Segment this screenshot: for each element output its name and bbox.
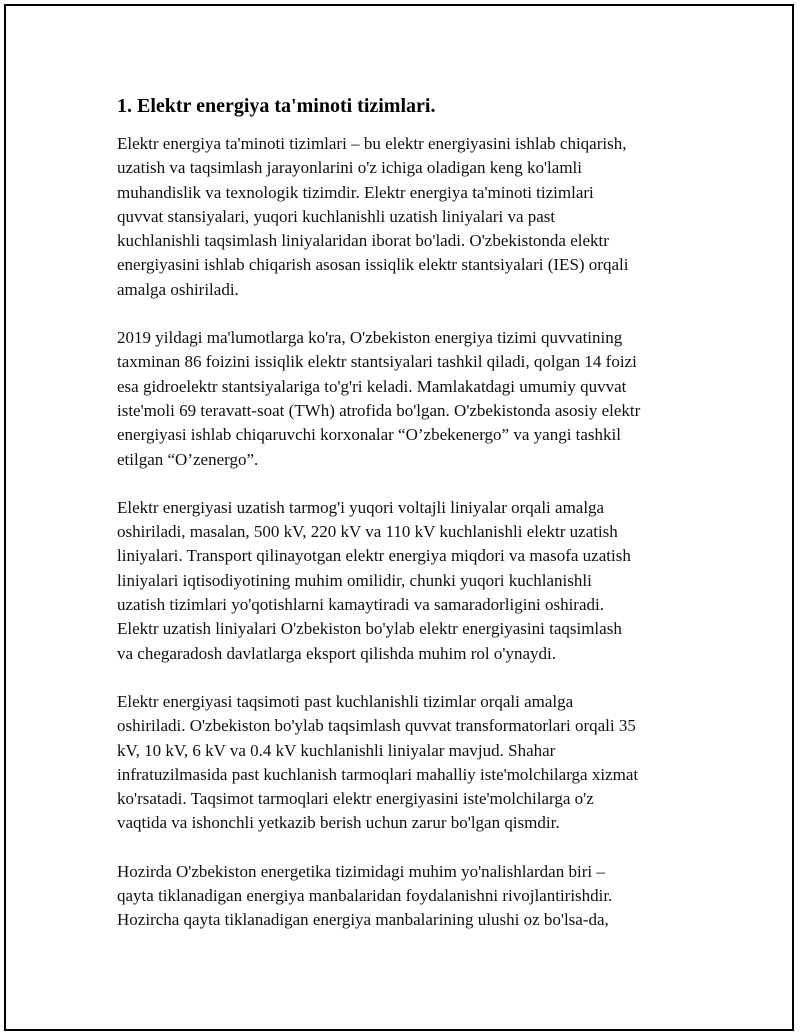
document-body xyxy=(117,92,697,957)
text-line: taxminan 86 foizini issiqlik elektr stantsiyalari tashkil qiladi, qolgan 14 foizi xyxy=(117,352,637,372)
text-line: va chegaradosh davlatlarga eksport qilishda muhim rol o'ynaydi. xyxy=(117,643,556,663)
text-line: etilgan “O’zenergo”. xyxy=(117,449,259,469)
text-line: Elektr energiyasi taqsimoti past kuchlanishli tizimlar orqali amalga xyxy=(117,691,574,711)
text-line: uzatish va taqsimlash jarayonlarini o'z ichiga oladigan keng ko'lamli xyxy=(117,158,582,178)
paragraph-4 xyxy=(117,690,697,836)
text-line: liniyalari iqtisodiyotining muhim omilidir, chunki yuqori kuchlanishli xyxy=(117,570,592,590)
text-line: Elektr uzatish liniyalari O'zbekiston bo'ylab elektr energiyasini taqsimlash xyxy=(117,619,622,639)
section-heading: 1. Elektr energiya ta'minoti tizimlari. xyxy=(117,95,436,117)
text-line: energiyasini ishlab chiqarish asosan issiqlik elektr stantsiyalari (IES) orqali xyxy=(117,255,629,275)
text-line: kuchlanishli taqsimlash liniyalaridan iborat bo'ladi. O'zbekistonda elektr xyxy=(117,231,609,251)
paragraph-2 xyxy=(117,326,697,472)
text-line: vaqtida va ishonchli yetkazib berish uchun zarur bo'lgan qismdir. xyxy=(117,813,560,833)
text-line: qayta tiklanadigan energiya manbalaridan foydalanishni rivojlantirishdir. xyxy=(117,886,613,906)
text-line: energiyasi ishlab chiqaruvchi korxonalar “O’zbekenergo” va yangi tashkil xyxy=(117,425,621,445)
text-line: esa gidroelektr stantsiyalariga to'g'ri keladi. Mamlakatdagi umumiy quvvat xyxy=(117,376,627,396)
paragraph-5 xyxy=(117,860,697,933)
paragraph-3 xyxy=(117,496,697,666)
text-line: muhandislik va texnologik tizimdir. Elektr energiya ta'minoti tizimlari xyxy=(117,182,594,202)
text-line: uzatish tizimlari yo'qotishlarni kamaytiradi va samaradorligini oshiradi. xyxy=(117,595,604,615)
text-line: quvvat stansiyalari, yuqori kuchlanishli uzatish liniyalari va past xyxy=(117,206,556,226)
paragraph-1 xyxy=(117,132,697,302)
text-line: iste'moli 69 teravatt-soat (TWh) atrofida bo'lgan. O'zbekistonda asosiy elektr xyxy=(117,400,641,420)
text-line: Elektr energiya ta'minoti tizimlari – bu elektr energiyasini ishlab chiqarish, xyxy=(117,134,627,153)
text-line: oshiriladi. O'zbekiston bo'ylab taqsimlash quvvat transformatorlari orqali 35 xyxy=(117,716,636,736)
text-line: amalga oshiriladi. xyxy=(117,279,239,299)
text-line: Hozirda O'zbekiston energetika tizimidagi muhim yo'nalishlardan biri – xyxy=(117,861,605,881)
text-line: oshiriladi, masalan, 500 kV, 220 kV va 110 kV kuchlanishli elektr uzatish xyxy=(117,522,618,542)
text-line: kV, 10 kV, 6 kV va 0.4 kV kuchlanishli liniyalar mavjud. Shahar xyxy=(117,740,556,760)
text-line: ko'rsatadi. Taqsimot tarmoqlari elektr energiyasini iste'molchilarga o'z xyxy=(117,789,594,809)
text-line: Elektr energiyasi uzatish tarmog'i yuqori voltajli liniyalar orqali amalga xyxy=(117,497,605,517)
text-line: liniyalari. Transport qilinayotgan elektr energiya miqdori va masofa uzatish xyxy=(117,546,631,566)
text-line: infratuzilmasida past kuchlanish tarmoqlari mahalliy iste'molchilarga xizmat xyxy=(117,764,639,784)
text-line: Hozircha qayta tiklanadigan energiya manbalarining ulushi oz bo'lsa-da, xyxy=(117,910,609,930)
text-line: 2019 yildagi ma'lumotlarga ko'ra, O'zbekiston energiya tizimi quvvatining xyxy=(117,328,623,348)
